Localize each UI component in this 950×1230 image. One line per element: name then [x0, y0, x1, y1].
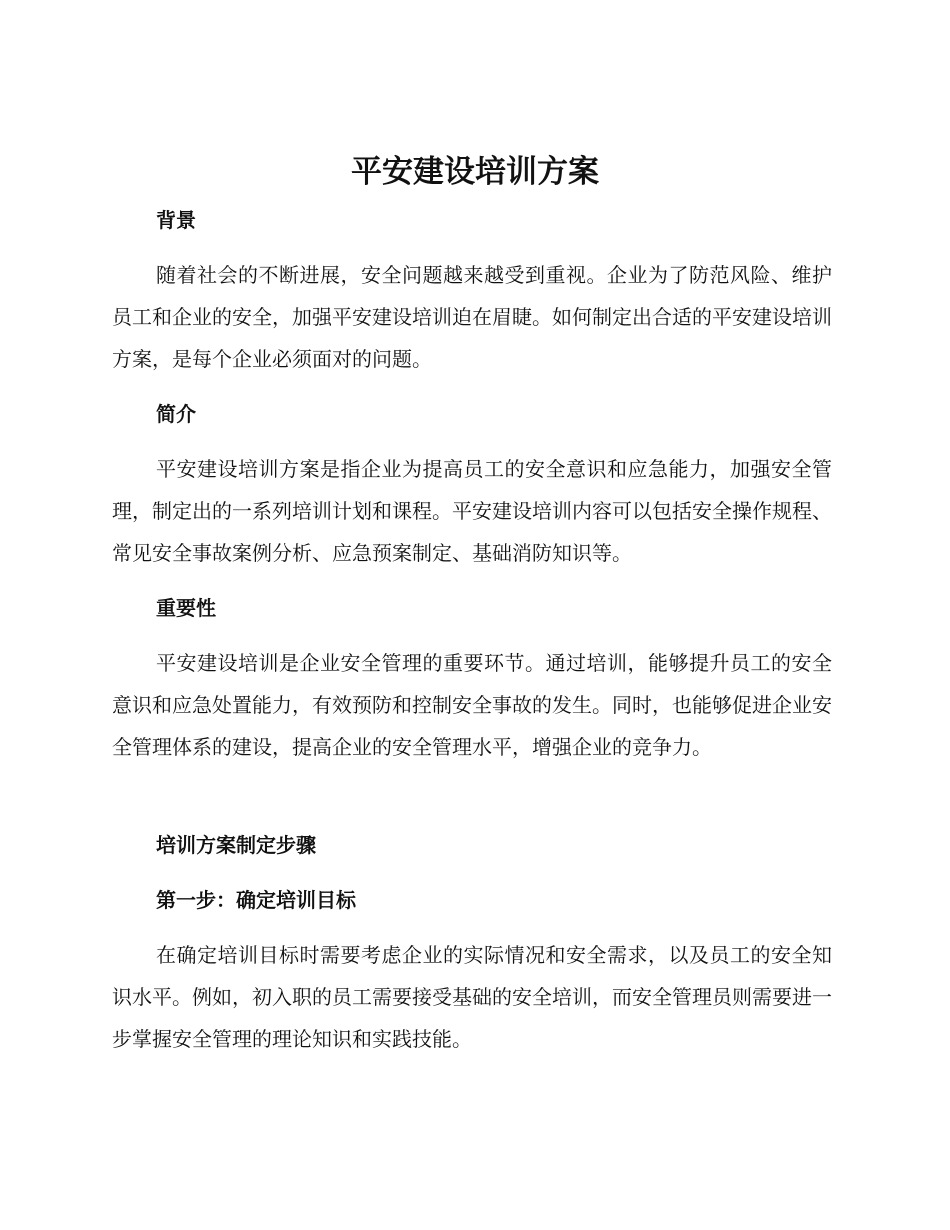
- section-heading-step-one: 第一步：确定培训目标: [156, 888, 356, 912]
- section-heading-introduction: 简介: [156, 402, 196, 426]
- section-body-background: 随着社会的不断进展，安全问题越来越受到重视。企业为了防范风险、维护员工和企业的安全，加强平安建设培训迫在眉睫。如何制定出合适的平安建设培训方案，是每个企业必须面对的问题。: [112, 263, 832, 371]
- section-heading-importance: 重要性: [156, 596, 216, 620]
- document-title: 平安建设培训方案: [351, 154, 599, 190]
- section-body-step-one: 在确定培训目标时需要考虑企业的实际情况和安全需求，以及员工的安全知识水平。例如，初入职的员工需要接受基础的安全培训，而安全管理员则需要进一步掌握安全管理的理论知识和实践技能。: [112, 943, 832, 1051]
- section-body-introduction: 平安建设培训方案是指企业为提高员工的安全意识和应急能力，加强安全管理，制定出的一系列培训计划和课程。平安建设培训内容可以包括安全操作规程、常见安全事故案例分析、应急预案制定、基础消防知识等。: [112, 457, 832, 565]
- section-heading-steps: 培训方案制定步骤: [156, 833, 316, 857]
- section-heading-background: 背景: [156, 208, 196, 232]
- section-body-importance: 平安建设培训是企业安全管理的重要环节。通过培训，能够提升员工的安全意识和应急处置能力，有效预防和控制安全事故的发生。同时，也能够促进企业安全管理体系的建设，提高企业的安全管理水平，增强企业的竞争力。: [112, 651, 832, 759]
